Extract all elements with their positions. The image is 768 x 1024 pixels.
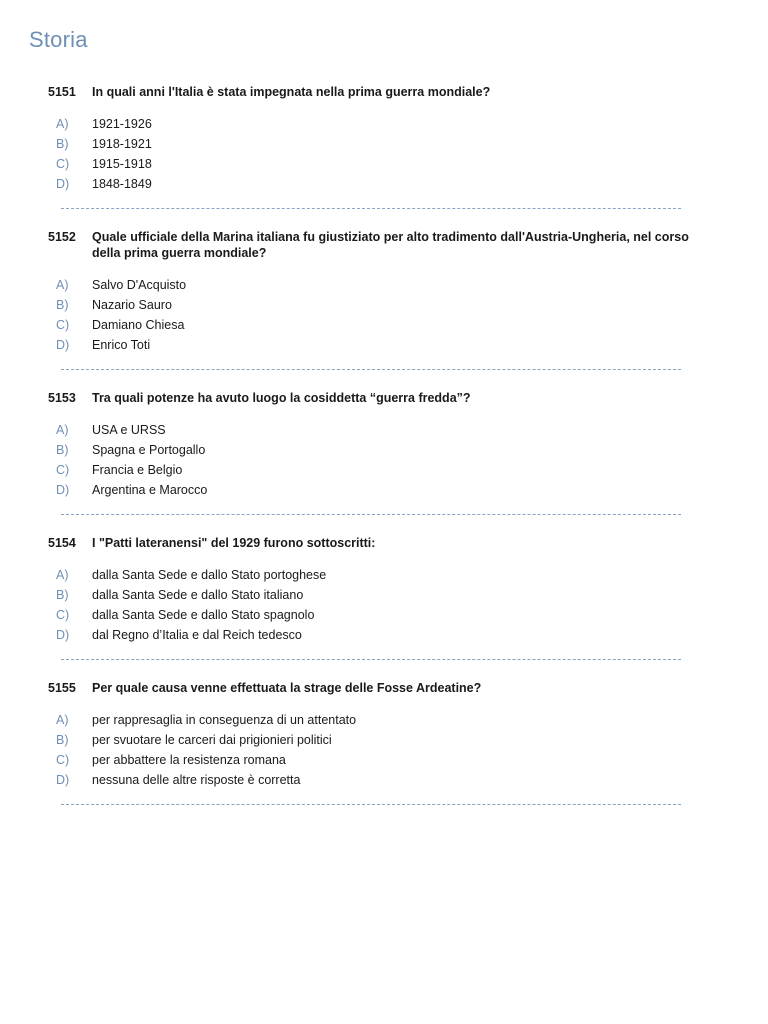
answer-text: Francia e Belgio	[92, 463, 183, 477]
answer-letter: B)	[56, 443, 69, 457]
question-5153	[0, 390, 768, 515]
question-text: Tra quali potenze ha avuto luogo la cosiddetta “guerra fredda”?	[92, 391, 471, 405]
answer-letter: C)	[56, 608, 70, 622]
answer-option	[0, 480, 768, 500]
answer-letter: C)	[56, 463, 70, 477]
answer-letter: B)	[56, 588, 69, 602]
answer-option	[0, 154, 768, 174]
question-text: In quali anni l'Italia è stata impegnata nella prima guerra mondiale?	[92, 85, 491, 99]
question-number: 5153	[48, 391, 76, 405]
question-header	[0, 680, 768, 696]
answer-option	[0, 750, 768, 770]
answer-letter: C)	[56, 157, 70, 171]
answer-letter: B)	[56, 137, 69, 151]
answer-letter: A)	[56, 278, 69, 292]
answer-text: per svuotare le carceri dai prigionieri politici	[92, 733, 332, 747]
page-title: Storia	[29, 27, 88, 52]
answer-option	[0, 174, 768, 194]
answer-text: 1915-1918	[92, 157, 152, 171]
answer-option	[0, 134, 768, 154]
answer-text: per rappresaglia in conseguenza di un attentato	[92, 713, 357, 727]
answer-option	[0, 420, 768, 440]
answer-list	[0, 114, 768, 194]
answer-text: dalla Santa Sede e dallo Stato italiano	[92, 588, 304, 602]
answer-letter: D)	[56, 483, 70, 497]
question-text: I "Patti lateranensi" del 1929 furono sottoscritti:	[92, 536, 376, 550]
question-number: 5151	[48, 85, 76, 99]
answer-text: 1918-1921	[92, 137, 152, 151]
dashed-divider	[61, 804, 681, 805]
answer-option	[0, 770, 768, 790]
answer-option	[0, 730, 768, 750]
answer-text: Enrico Toti	[92, 338, 151, 352]
answer-letter: B)	[56, 733, 69, 747]
answer-text: nessuna delle altre risposte è corretta	[92, 773, 301, 787]
answer-option	[0, 605, 768, 625]
answer-letter: C)	[56, 318, 70, 332]
question-header	[0, 229, 768, 261]
answer-option	[0, 335, 768, 355]
answer-text: 1848-1849	[92, 177, 152, 191]
answer-text: Spagna e Portogallo	[92, 443, 206, 457]
answer-letter: A)	[56, 423, 69, 437]
answer-option	[0, 295, 768, 315]
question-list	[0, 84, 768, 825]
answer-list	[0, 565, 768, 645]
answer-text: 1921-1926	[92, 117, 152, 131]
answer-text: dalla Santa Sede e dallo Stato portoghese	[92, 568, 327, 582]
answer-option	[0, 710, 768, 730]
answer-letter: D)	[56, 628, 70, 642]
answer-text: dal Regno d’Italia e dal Reich tedesco	[92, 628, 302, 642]
answer-text: dalla Santa Sede e dallo Stato spagnolo	[92, 608, 315, 622]
answer-letter: B)	[56, 298, 69, 312]
answer-option	[0, 585, 768, 605]
dashed-divider	[61, 514, 681, 515]
dashed-divider	[61, 369, 681, 370]
question-header	[0, 84, 768, 100]
dashed-divider	[61, 659, 681, 660]
answer-list	[0, 710, 768, 790]
answer-text: Salvo D'Acquisto	[92, 278, 187, 292]
question-text: Quale ufficiale della Marina italiana fu giustiziato per alto tradimento dall'Austria-Ungheria, nel corso della prima guerra mondiale?	[92, 230, 689, 260]
answer-letter: C)	[56, 753, 70, 767]
dashed-divider	[61, 208, 681, 209]
question-5152	[0, 229, 768, 370]
answer-text: Damiano Chiesa	[92, 318, 185, 332]
answer-letter: D)	[56, 773, 70, 787]
question-5151	[0, 84, 768, 209]
answer-option	[0, 315, 768, 335]
answer-option	[0, 565, 768, 585]
answer-letter: A)	[56, 713, 69, 727]
answer-option	[0, 625, 768, 645]
question-header	[0, 535, 768, 551]
answer-list	[0, 420, 768, 500]
answer-letter: A)	[56, 117, 69, 131]
question-number: 5155	[48, 681, 76, 695]
question-number: 5152	[48, 230, 76, 244]
question-number: 5154	[48, 536, 76, 550]
answer-letter: D)	[56, 338, 70, 352]
answer-option	[0, 275, 768, 295]
answer-text: USA e URSS	[92, 423, 166, 437]
answer-option	[0, 440, 768, 460]
answer-option	[0, 114, 768, 134]
answer-text: Argentina e Marocco	[92, 483, 208, 497]
answer-list	[0, 275, 768, 355]
answer-text: per abbattere la resistenza romana	[92, 753, 286, 767]
answer-option	[0, 460, 768, 480]
question-5154	[0, 535, 768, 660]
answer-text: Nazario Sauro	[92, 298, 172, 312]
answer-letter: A)	[56, 568, 69, 582]
question-header	[0, 390, 768, 406]
answer-letter: D)	[56, 177, 70, 191]
question-text: Per quale causa venne effettuata la strage delle Fosse Ardeatine?	[92, 681, 482, 695]
question-5155	[0, 680, 768, 805]
